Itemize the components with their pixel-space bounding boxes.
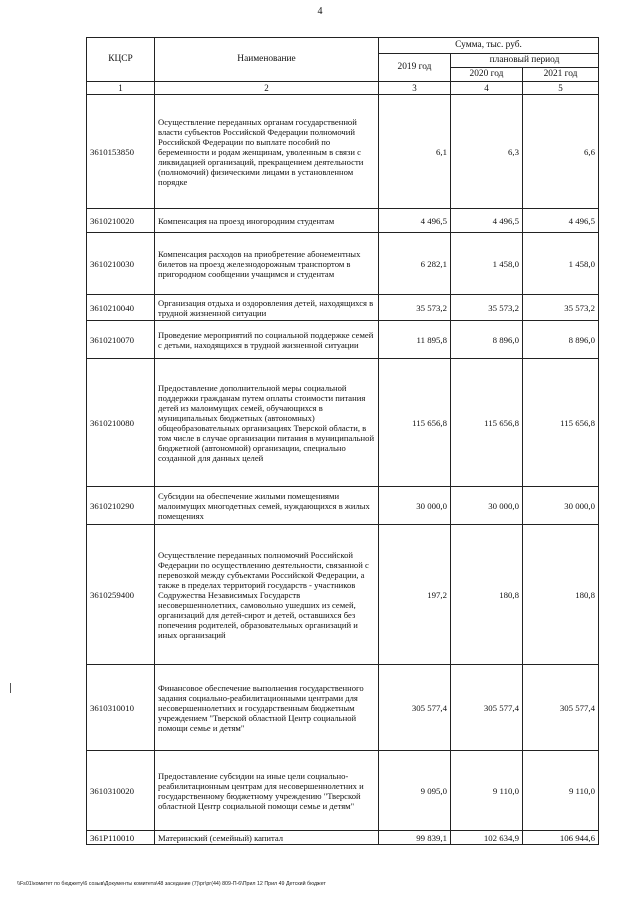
row-value-2021: 8 896,0 — [523, 321, 599, 359]
row-code: 3610210080 — [87, 359, 155, 487]
row-code: 3610310010 — [87, 665, 155, 751]
header-year-2019: 2019 год — [379, 54, 451, 82]
table-row — [87, 831, 599, 845]
row-value-2019: 305 577,4 — [379, 665, 451, 751]
row-code: 3610210040 — [87, 295, 155, 321]
row-name: Материнский (семейный) капитал — [155, 831, 379, 845]
header-planned-period: плановый период — [451, 54, 599, 68]
row-name: Субсидии на обеспечение жилыми помещениями малоимущих многодетных семей, нуждающихся в жилых помещениях — [155, 487, 379, 525]
row-code: 3610153850 — [87, 95, 155, 209]
row-value-2021: 4 496,5 — [523, 209, 599, 233]
row-value-2020: 102 634,9 — [451, 831, 523, 845]
row-value-2020: 8 896,0 — [451, 321, 523, 359]
row-value-2021: 6,6 — [523, 95, 599, 209]
row-name: Финансовое обеспечение выполнения государственного задания социально-реабилитационными центрами для несовершеннолетних и государственным бюджетным учреждением "Тверской областной Центр социальной помощи семье и детям" — [155, 665, 379, 751]
row-name: Компенсация расходов на приобретение абонементных билетов на проезд железнодорожным транспортом в пригородном сообщении учащимся и студентам — [155, 233, 379, 295]
row-value-2021: 115 656,8 — [523, 359, 599, 487]
row-value-2019: 11 895,8 — [379, 321, 451, 359]
header-year-2021: 2021 год — [523, 68, 599, 82]
column-number: 2 — [155, 82, 379, 95]
row-value-2021: 1 458,0 — [523, 233, 599, 295]
row-value-2021: 305 577,4 — [523, 665, 599, 751]
column-number: 3 — [379, 82, 451, 95]
row-name: Проведение мероприятий по социальной поддержке семей с детьми, находящихся в трудной жизненной ситуации — [155, 321, 379, 359]
row-value-2021: 35 573,2 — [523, 295, 599, 321]
table-row — [87, 321, 599, 359]
row-value-2020: 305 577,4 — [451, 665, 523, 751]
row-value-2020: 30 000,0 — [451, 487, 523, 525]
row-value-2019: 197,2 — [379, 525, 451, 665]
table-row — [87, 751, 599, 831]
row-name: Осуществление переданных полномочий Российской Федерации по осуществлению деятельности, связанной с перевозкой между субъектами Российской Федерации, а также в пределах территорий государств - участников Содружества Независимых Государств несовершеннолетних, самовольно ушедших из семей, организаций для детей-сирот и детей, оставшихся без попечения родителей, образовательных организаций и иных организаций — [155, 525, 379, 665]
column-number: 5 — [523, 82, 599, 95]
table-row — [87, 359, 599, 487]
page-number: 4 — [317, 6, 323, 17]
table-row — [87, 487, 599, 525]
header-name: Наименование — [155, 38, 379, 82]
table-row — [87, 95, 599, 209]
header-year-2020: 2020 год — [451, 68, 523, 82]
row-value-2019: 9 095,0 — [379, 751, 451, 831]
row-code: 3610210030 — [87, 233, 155, 295]
row-value-2021: 106 944,6 — [523, 831, 599, 845]
row-value-2021: 180,8 — [523, 525, 599, 665]
row-value-2020: 4 496,5 — [451, 209, 523, 233]
row-value-2020: 9 110,0 — [451, 751, 523, 831]
row-value-2020: 6,3 — [451, 95, 523, 209]
row-value-2019: 6 282,1 — [379, 233, 451, 295]
row-value-2019: 6,1 — [379, 95, 451, 209]
header-code: КЦСР — [87, 38, 155, 82]
row-name: Предоставление субсидии на иные цели социально-реабилитационным центрам для несовершеннолетних и государственному бюджетному учреждению "Тверской областной Центр социальной помощи семье и детям" — [155, 751, 379, 831]
row-code: 3610210290 — [87, 487, 155, 525]
row-code: 3610259400 — [87, 525, 155, 665]
budget-table — [86, 37, 599, 845]
table-body — [87, 95, 599, 845]
header-sum: Сумма, тыс. руб. — [379, 38, 599, 54]
margin-mark — [10, 683, 11, 693]
table-row — [87, 233, 599, 295]
row-value-2020: 180,8 — [451, 525, 523, 665]
table-header — [87, 38, 599, 95]
row-code: 3610310020 — [87, 751, 155, 831]
row-name: Осуществление переданных органам государственной власти субъектов Российской Федерации полномочий Российской Федерации по выплате пособий по беременности и родам женщинам, уволенным в связи с ликвидацией организаций, прекращением деятельности (полномочий) физическими лицами в установленном порядке — [155, 95, 379, 209]
footer-file-path: \\Fs01\комитет по бюджету\6 созыв\Документы комитета\48 заседание (7)\рг\рг(44) 809-П-6\Прил 12 Прил 49 Детский бюджет — [17, 881, 326, 887]
table-row — [87, 525, 599, 665]
row-value-2019: 99 839,1 — [379, 831, 451, 845]
row-value-2021: 9 110,0 — [523, 751, 599, 831]
row-value-2020: 1 458,0 — [451, 233, 523, 295]
table-row — [87, 295, 599, 321]
table-row — [87, 665, 599, 751]
row-value-2021: 30 000,0 — [523, 487, 599, 525]
row-value-2019: 115 656,8 — [379, 359, 451, 487]
table-row — [87, 209, 599, 233]
column-number: 4 — [451, 82, 523, 95]
row-name: Организация отдыха и оздоровления детей, находящихся в трудной жизненной ситуации — [155, 295, 379, 321]
row-name: Предоставление дополнительной меры социальной поддержки гражданам путем оплаты стоимости питания детей из малоимущих семей, обучающихся в муниципальных бюджетных (автономных) общеобразовательных организациях Тверской области, в том числе в случае организации питания в муниципальной бюджетной (автономной) организации, специально созданной для данных целей — [155, 359, 379, 487]
column-number: 1 — [87, 82, 155, 95]
row-value-2019: 30 000,0 — [379, 487, 451, 525]
row-value-2019: 4 496,5 — [379, 209, 451, 233]
row-value-2020: 115 656,8 — [451, 359, 523, 487]
row-code: 361P110010 — [87, 831, 155, 845]
row-value-2019: 35 573,2 — [379, 295, 451, 321]
row-value-2020: 35 573,2 — [451, 295, 523, 321]
row-name: Компенсация на проезд иногородним студентам — [155, 209, 379, 233]
row-code: 3610210020 — [87, 209, 155, 233]
row-code: 3610210070 — [87, 321, 155, 359]
